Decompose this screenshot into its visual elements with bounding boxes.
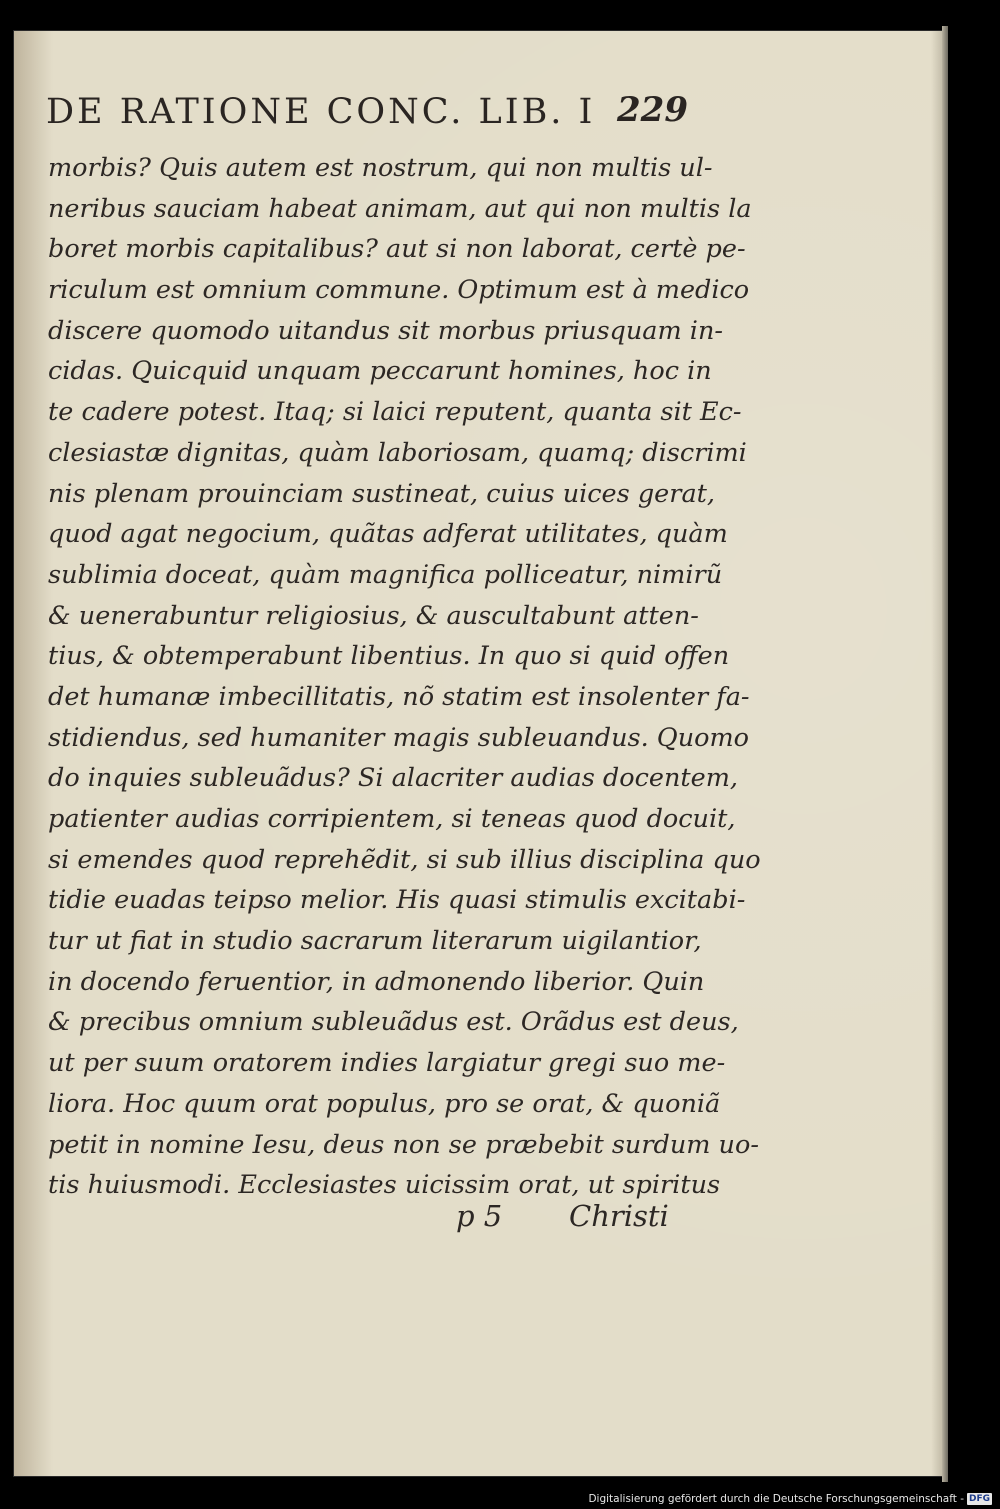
body-text xyxy=(48,148,761,1206)
text-line: tius, & obtemperabunt libentius. In quo si quid offen xyxy=(48,641,730,672)
dfg-logo: DFG xyxy=(968,1494,990,1504)
catchword: Christi xyxy=(569,1199,669,1233)
text-line: ut per suum oratorem indies largiatur gregi suo me- xyxy=(48,1048,726,1079)
text-line: tur ut fiat in studio sacrarum literarum uigilantior, xyxy=(48,926,702,957)
text-line: quod agat negocium, quãtas adferat utilitates, quàm xyxy=(48,519,728,550)
text-line: discere quomodo uitandus sit morbus priusquam in- xyxy=(48,315,723,346)
text-line: & precibus omnium subleuãdus est. Orãdus est deus, xyxy=(48,1007,739,1038)
credit-text: Digitalisierung gefördert durch die Deutsche Forschungsgemeinschaft - xyxy=(588,1493,964,1505)
text-line: te cadere potest. Itaq; si laici reputent, quanta sit Ec- xyxy=(48,397,742,428)
text-line: patienter audias corripientem, si teneas quod docuit, xyxy=(48,804,736,834)
text-line: riculum est omnium commune. Optimum est à medico xyxy=(48,275,750,306)
text-line: do inquies subleuãdus? Si alacriter audias docentem, xyxy=(48,763,739,794)
text-line: sublimia doceat, quàm magnifica polliceatur, nimirũ xyxy=(48,559,723,590)
text-line: in docendo feruentior, in admonendo liberior. Quin xyxy=(48,966,705,997)
text-line: tis huiusmodi. Ecclesiastes uicissim orat, ut spiritus xyxy=(48,1170,721,1201)
text-line: boret morbis capitalibus? aut si non laborat, certè pe- xyxy=(48,234,746,265)
text-line: cidas. Quicquid unquam peccarunt homines, hoc in xyxy=(48,356,712,387)
page-header xyxy=(46,92,706,138)
digitization-credit xyxy=(588,1492,992,1506)
text-line: si emendes quod reprehẽdit, si sub illius disciplina quo xyxy=(48,844,761,875)
text-line: liora. Hoc quum orat populus, pro se orat, & quoniã xyxy=(48,1088,721,1119)
text-line: neribus sauciam habeat animam, aut qui non multis la xyxy=(48,193,752,224)
signature-mark: p 5 xyxy=(456,1199,503,1233)
running-head: DE RATIONE CONC. LIB. I xyxy=(46,92,596,132)
page-edge xyxy=(942,26,948,1482)
text-line: det humanæ imbecillitatis, nõ statim est insolenter fa- xyxy=(48,681,750,712)
text-line: petit in nomine Iesu, deus non se præbebit surdum uo- xyxy=(48,1129,759,1160)
text-line: nis plenam prouinciam sustineat, cuius uices gerat, xyxy=(48,478,715,509)
text-line: morbis? Quis autem est nostrum, qui non multis ul- xyxy=(48,153,713,183)
text-line: tidie euadas teipso melior. His quasi stimulis excitabi- xyxy=(48,885,746,916)
page-footer xyxy=(452,1199,682,1243)
text-line: stidiendus, sed humaniter magis subleuandus. Quomo xyxy=(48,722,750,753)
page-number: 229 xyxy=(617,90,688,130)
text-line: clesiastæ dignitas, quàm laboriosam, quamq; discrimi xyxy=(48,437,747,468)
text-line: & uenerabuntur religiosius, & auscultabunt atten- xyxy=(48,600,699,631)
